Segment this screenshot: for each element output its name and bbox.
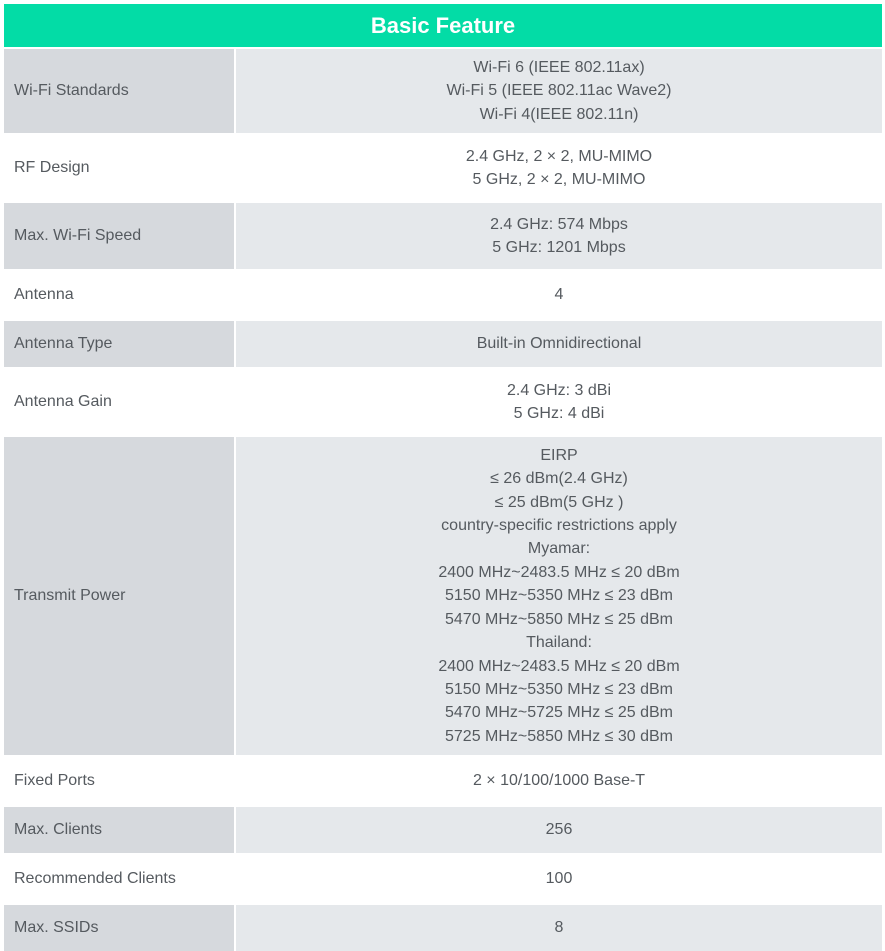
value-line: Wi-Fi 5 (IEEE 802.11ac Wave2) (446, 82, 672, 100)
spec-table (4, 4, 882, 951)
value-line: 5470 MHz~5850 MHz ≤ 25 dBm (445, 610, 673, 628)
value-line: 5725 MHz~5850 MHz ≤ 30 dBm (445, 727, 673, 745)
table-row (4, 855, 882, 903)
row-value (236, 855, 882, 903)
value-line: 5150 MHz~5350 MHz ≤ 23 dBm (445, 680, 673, 698)
row-value (236, 807, 882, 853)
table-row (4, 437, 882, 755)
value-line: 5 GHz: 4 dBi (513, 405, 605, 422)
row-value (236, 905, 882, 951)
table-row (4, 203, 882, 269)
table-row (4, 321, 882, 367)
value-line: 2.4 GHz: 574 Mbps (490, 215, 628, 233)
value-line: Myamar: (527, 540, 591, 558)
table-row (4, 135, 882, 201)
value-line: 2400 MHz~2483.5 MHz ≤ 20 dBm (438, 563, 680, 581)
value-line: 4 (554, 286, 564, 304)
value-line: EIRP (540, 446, 578, 464)
row-label: RF Design (14, 159, 90, 176)
row-value (236, 271, 882, 319)
value-line: 100 (545, 870, 573, 888)
row-label: Transmit Power (4, 437, 234, 755)
table-row (4, 757, 882, 805)
row-label: Wi-Fi Standards (4, 49, 234, 133)
value-line: 2400 MHz~2483.5 MHz ≤ 20 dBm (438, 657, 680, 675)
table-row (4, 271, 882, 319)
table-row (4, 49, 882, 133)
table-row (4, 807, 882, 853)
value-line: country-specific restrictions apply (441, 517, 677, 535)
row-label: Antenna Gain (14, 393, 112, 410)
table-body (4, 49, 882, 951)
row-value (236, 203, 882, 269)
value-line: 5 GHz, 2 × 2, MU-MIMO (472, 171, 646, 188)
row-value (236, 135, 882, 201)
value-line: 2.4 GHz, 2 × 2, MU-MIMO (465, 147, 653, 165)
value-line: 8 (554, 919, 564, 937)
table-row (4, 369, 882, 435)
value-line: 2.4 GHz: 3 dBi (506, 381, 612, 399)
row-label: Recommended Clients (14, 870, 176, 887)
row-value (236, 369, 882, 435)
value-line: 5470 MHz~5725 MHz ≤ 25 dBm (445, 704, 673, 722)
row-label: Max. SSIDs (4, 905, 234, 951)
row-label: Antenna Type (4, 321, 234, 367)
row-label: Antenna (14, 286, 74, 303)
row-value (236, 49, 882, 133)
row-value (236, 437, 882, 755)
value-line: Wi-Fi 6 (IEEE 802.11ax) (473, 58, 645, 76)
row-label: Max. Wi-Fi Speed (4, 203, 234, 269)
value-line: 5150 MHz~5350 MHz ≤ 23 dBm (445, 587, 673, 605)
value-line: ≤ 26 dBm(2.4 GHz) (490, 470, 628, 488)
table-title: Basic Feature (4, 4, 882, 47)
value-line: 2 × 10/100/1000 Base-T (472, 772, 646, 790)
value-line: Thailand: (526, 634, 592, 652)
value-line: 5 GHz: 1201 Mbps (492, 239, 626, 256)
row-label: Fixed Ports (14, 772, 95, 789)
row-value (236, 321, 882, 367)
row-label: Max. Clients (4, 807, 234, 853)
table-row (4, 905, 882, 951)
value-line: Built-in Omnidirectional (476, 335, 642, 353)
row-value (236, 757, 882, 805)
value-line: ≤ 25 dBm(5 GHz ) (494, 493, 624, 511)
value-line: Wi-Fi 4(IEEE 802.11n) (479, 105, 639, 123)
value-line: 256 (545, 821, 573, 839)
